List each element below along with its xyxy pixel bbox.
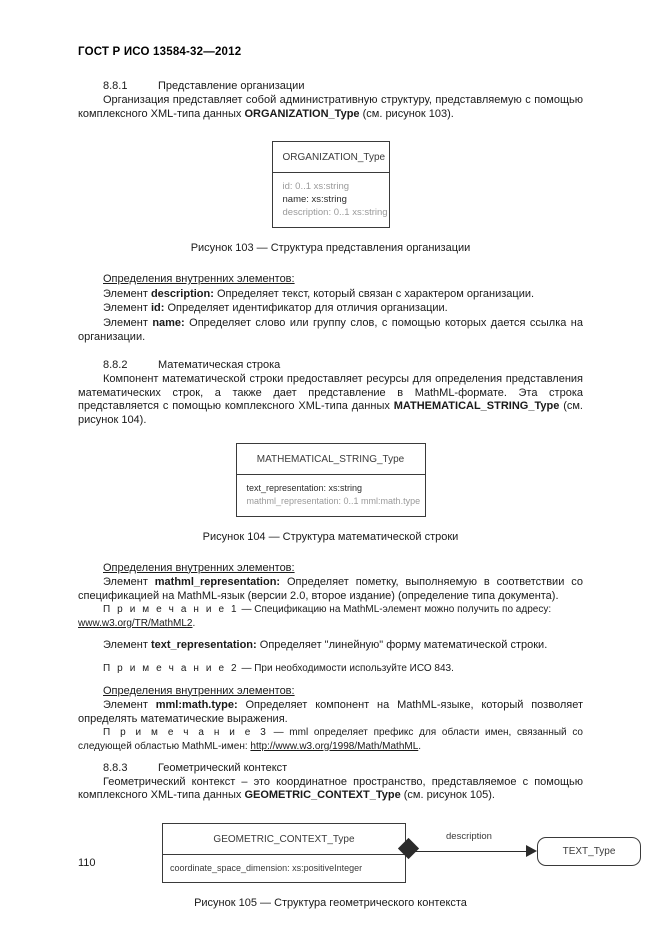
uml-class-box-geometric-context: [162, 823, 406, 883]
text-run: Определения внутренних элементов:: [103, 561, 295, 574]
element-name-mml-math-type: mml:math.type:: [155, 699, 238, 712]
element-name-description: description:: [150, 287, 214, 300]
clause-number: 8.8.1: [103, 80, 128, 92]
uml-attribute: id: 0..1 xs:string: [282, 181, 350, 193]
figure-103: [78, 141, 583, 254]
text-run: Определяет компонент на MathML-языке, который позволяет определять математические выражения.: [78, 699, 583, 725]
text-run: Определяет текст, который связан с характером организации.: [213, 287, 535, 300]
type-name-geometric-context: GEOMETRIC_CONTEXT_Type: [244, 789, 401, 802]
page-number: 110: [78, 857, 96, 869]
element-name-mathml-representation: mathml_representation:: [154, 576, 281, 589]
text-run: Элемент: [103, 316, 153, 329]
figure-103-diagram: [78, 141, 583, 228]
text-run: Геометрический контекст – это координатное пространство, представляемое с помощью комплексного XML-типа данных: [78, 775, 583, 802]
note-1: [78, 603, 583, 629]
uml-class-box-mathematical-string: [236, 443, 426, 517]
document-header: ГОСТ Р ИСО 13584-32—2012: [78, 46, 242, 58]
uml-attribute-list: [273, 173, 389, 227]
note-label: П р и м е ч а н и е 1: [103, 604, 239, 616]
uml-attribute: mathml_representation: 0..1 mml:math.type: [246, 495, 421, 506]
uml-attribute: name: xs:string: [282, 194, 347, 206]
uml-class-box-organization: [272, 141, 390, 228]
definition-mml-math-type: [78, 699, 583, 726]
definition-text-representation: [78, 639, 583, 653]
spacer: [78, 804, 583, 823]
text-run: — При необходимости используйте ИСО 843.: [238, 663, 454, 675]
clause-number: 8.8.2: [103, 359, 128, 372]
text-run: Определения внутренних элементов:: [103, 684, 295, 697]
definition-mathml-representation: [78, 576, 583, 603]
inner-definitions-heading-1: [78, 273, 583, 287]
text-run: Элемент: [103, 638, 151, 651]
figure-105-diagram: [162, 823, 616, 883]
spacer: [78, 228, 583, 242]
definition-id: [78, 302, 583, 316]
spacer: [78, 429, 583, 443]
text-run: .: [418, 740, 422, 752]
text-run: (см. рисунок 104).: [78, 400, 583, 426]
text-run: Определения внутренних элементов:: [103, 273, 295, 286]
text-run: Компонент математической строки предоставляет ресурсы для определения представления математических строк, а также дает представление в MathML-формате. Эта строка представляется с помощью комплексного XML-типа данных: [78, 373, 583, 413]
spacer: [78, 122, 583, 141]
text-run: Определяет пометку, выполняемую в соответствии со спецификацией на MathML-язык (версии 2.0, второе издание) (определение типа документа).: [78, 576, 583, 602]
text-run: Организация представляет собой административную структуру, представляемую с помощью комплексного XML-типа данных: [78, 94, 583, 120]
spacer: [78, 676, 583, 685]
figure-105-caption: Рисунок 105 — Структура геометрического контекста: [194, 896, 467, 909]
inner-definitions-heading-2: [78, 562, 583, 576]
text-run: Элемент: [103, 576, 155, 589]
uml-attribute-list: [237, 475, 425, 516]
note-2: [78, 662, 583, 675]
spacer: [78, 883, 583, 897]
type-name-organization: ORGANIZATION_Type: [244, 107, 360, 120]
note-label: П р и м е ч а н и е 2: [103, 663, 239, 675]
figure-104-diagram: [78, 443, 583, 517]
definition-description: [78, 288, 583, 302]
text-run: Определяет "линейную" форму математической строки.: [256, 638, 548, 651]
paragraph-8-8-3: [78, 776, 583, 803]
text-run: — Спецификацию на MathML-элемент можно получить по адресу:: [238, 604, 552, 616]
figure-103-caption: Рисунок 103 — Структура представления организации: [190, 242, 471, 255]
association-label: description: [446, 830, 492, 842]
text-run: (см. рисунок 105).: [400, 789, 495, 802]
text-run: (см. рисунок 103).: [359, 107, 454, 120]
paragraph-8-8-2: [78, 373, 583, 427]
text-run: Элемент: [103, 287, 151, 300]
text-run: Элемент: [103, 699, 156, 712]
spacer: [78, 517, 583, 531]
element-name-id: id:: [150, 302, 165, 315]
spacer: [78, 653, 583, 662]
text-run: Определяет слово или группу слов, с помощью которых дается ссылка на организации.: [78, 316, 583, 343]
link-mathml2-spec[interactable]: www.w3.org/TR/MathML2: [78, 617, 193, 629]
text-run: Определяет идентификатор для отличия организации.: [164, 302, 448, 315]
clause-heading-8-8-2: [78, 359, 583, 371]
uml-attribute: coordinate_space_dimension: xs:positiveInteger: [170, 862, 363, 873]
uml-class-box-text-type: TEXT_Type: [537, 837, 641, 866]
text-run: .: [192, 617, 196, 629]
spacer: [78, 345, 583, 359]
figure-104: [78, 443, 583, 543]
note-label: П р и м е ч а н и е 3: [103, 727, 268, 739]
arrow-head-icon: [526, 845, 537, 857]
page-content: [78, 46, 616, 909]
uml-attribute: description: 0..1 xs:string: [282, 207, 388, 219]
clause-heading-8-8-3: [78, 762, 583, 774]
clause-number: 8.8.3: [103, 761, 128, 774]
clause-heading-8-8-1: [78, 80, 583, 92]
element-name-name: name:: [152, 316, 185, 329]
inner-definitions-heading-3: [78, 685, 583, 699]
link-mathml-namespace[interactable]: http://www.w3.org/1998/Math/MathML: [250, 740, 419, 752]
text-run: — mml определяет префикс для области имен, связанный со следующей областью MathML-имен:: [78, 727, 583, 752]
spacer: [78, 753, 583, 762]
association-line: [414, 851, 535, 853]
uml-class-name: MATHEMATICAL_STRING_Type: [237, 444, 425, 475]
spacer: [78, 543, 583, 562]
uml-class-name: GEOMETRIC_CONTEXT_Type: [163, 824, 405, 855]
definition-name: [78, 317, 583, 344]
element-name-text-representation: text_representation:: [150, 638, 257, 651]
note-3: [78, 726, 583, 752]
uml-attribute-list: [163, 855, 405, 882]
type-name-mathematical-string: MATHEMATICAL_STRING_Type: [393, 400, 560, 413]
uml-attribute: text_representation: xs:string: [246, 482, 363, 493]
clause-title: Представление организации: [158, 80, 305, 92]
paragraph-8-8-1: [78, 94, 583, 121]
text-run: Элемент: [103, 302, 151, 315]
figure-105: [78, 823, 616, 909]
uml-class-name: ORGANIZATION_Type: [273, 142, 389, 173]
figure-104-caption: Рисунок 104 — Структура математической строки: [202, 530, 459, 543]
clause-title: Геометрический контекст: [158, 761, 288, 774]
spacer: [78, 630, 583, 639]
clause-title: Математическая строка: [158, 359, 281, 372]
spacer: [78, 254, 583, 273]
